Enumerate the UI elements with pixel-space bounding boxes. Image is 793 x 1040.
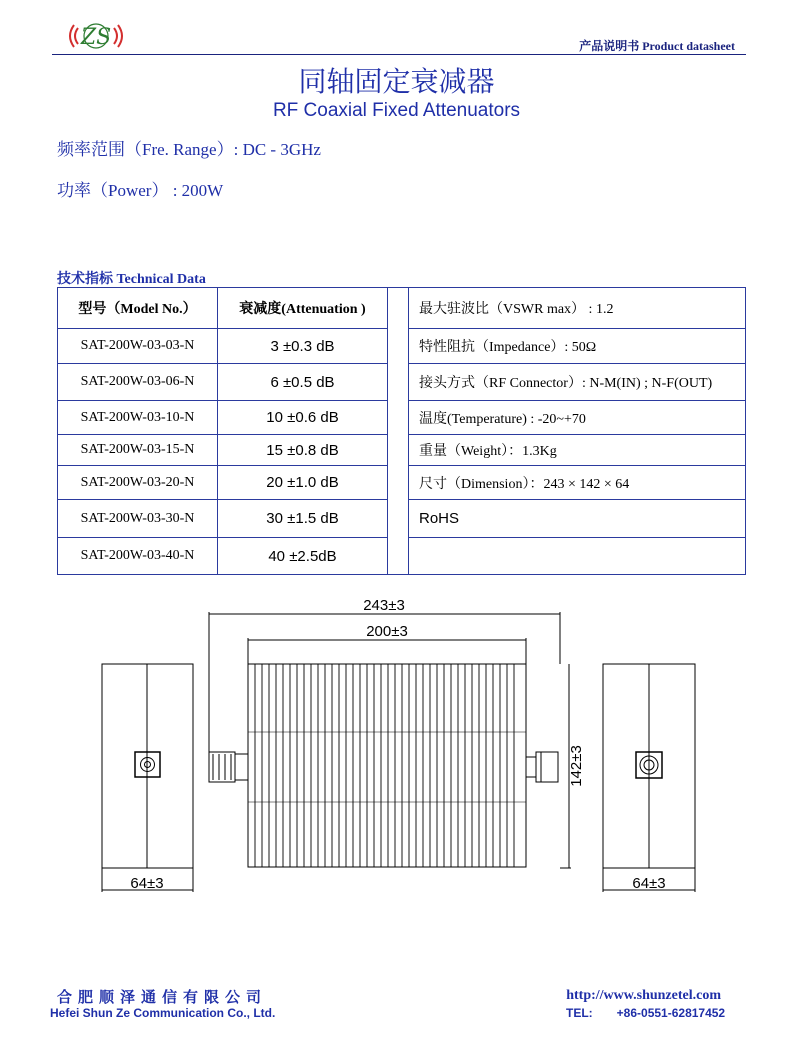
property-temperature: 温度(Temperature) : -20~+70 <box>409 401 746 435</box>
property-rohs: RoHS <box>409 500 746 538</box>
company-logo <box>66 18 126 54</box>
telephone-label: TEL: <box>566 1006 593 1020</box>
side-view <box>209 612 571 868</box>
dimension-height: 142±3 <box>568 745 585 787</box>
output-connector-n-female <box>526 752 558 782</box>
company-name-en: Hefei Shun Ze Communication Co., Ltd. <box>50 1006 276 1020</box>
technical-data-title: 技术指标 Technical Data <box>57 272 206 287</box>
model-cell: SAT-200W-03-06-N <box>58 364 218 401</box>
property-weight: 重量（Weight）：1.3Kg <box>409 435 746 466</box>
page-title-cn: 同轴固定衰减器 <box>298 65 495 98</box>
dimension-width-left: 64±3 <box>130 875 164 892</box>
property-impedance: 特性阻抗（Impedance）: 50Ω <box>409 329 746 364</box>
telephone-value: +86-0551-62817452 <box>616 1006 726 1020</box>
column-header-model: 型号（Model No.） <box>58 288 218 329</box>
doc-type-label <box>579 37 735 54</box>
model-cell: SAT-200W-03-30-N <box>58 500 218 538</box>
property-dimension: 尺寸（Dimension）：243 × 142 × 64 <box>409 466 746 500</box>
technical-data-table <box>57 287 746 575</box>
doc-type-en: Product datasheet <box>642 39 735 53</box>
attenuation-cell: 20 ±1.0 dB <box>218 466 388 500</box>
mechanical-drawing <box>95 592 705 902</box>
property-empty <box>409 538 746 575</box>
spec-power: 功率（Power） : 200W <box>57 181 224 200</box>
dimension-total-length: 243±3 <box>363 597 405 614</box>
model-cell: SAT-200W-03-03-N <box>58 329 218 364</box>
dimension-body-length: 200±3 <box>366 623 408 640</box>
model-cell: SAT-200W-03-15-N <box>58 435 218 466</box>
input-connector-n-male <box>209 752 248 782</box>
header-divider <box>52 54 746 55</box>
attenuation-cell: 3 ±0.3 dB <box>218 329 388 364</box>
doc-type-cn: 产品说明书 <box>579 39 640 53</box>
page-title-en: RF Coaxial Fixed Attenuators <box>272 100 521 121</box>
right-end-view <box>603 664 695 892</box>
property-connector: 接头方式（RF Connector）: N-M(IN) ; N-F(OUT) <box>409 364 746 401</box>
model-cell: SAT-200W-03-40-N <box>58 538 218 575</box>
model-cell: SAT-200W-03-10-N <box>58 401 218 435</box>
property-vswr: 最大驻波比（VSWR max） : 1.2 <box>409 288 746 329</box>
company-name-cn: 合肥顺泽通信有限公司 <box>57 988 268 1006</box>
left-end-view <box>102 664 193 892</box>
model-cell: SAT-200W-03-20-N <box>58 466 218 500</box>
attenuation-cell: 30 ±1.5 dB <box>218 500 388 538</box>
company-telephone <box>566 1006 725 1020</box>
logo-letters: ZS <box>80 25 112 50</box>
company-website-link[interactable]: http://www.shunzetel.com <box>566 988 721 1003</box>
column-header-attenuation: 衰减度(Attenuation ) <box>218 288 388 329</box>
attenuation-cell: 10 ±0.6 dB <box>218 401 388 435</box>
dimension-width-right: 64±3 <box>632 875 666 892</box>
attenuation-cell: 6 ±0.5 dB <box>218 364 388 401</box>
attenuation-cell: 40 ±2.5dB <box>218 538 388 575</box>
spec-frequency-range: 频率范围（Fre. Range）: DC - 3GHz <box>57 140 321 159</box>
attenuation-cell: 15 ±0.8 dB <box>218 435 388 466</box>
table-header-row <box>58 288 746 329</box>
table-spacer <box>388 288 409 575</box>
